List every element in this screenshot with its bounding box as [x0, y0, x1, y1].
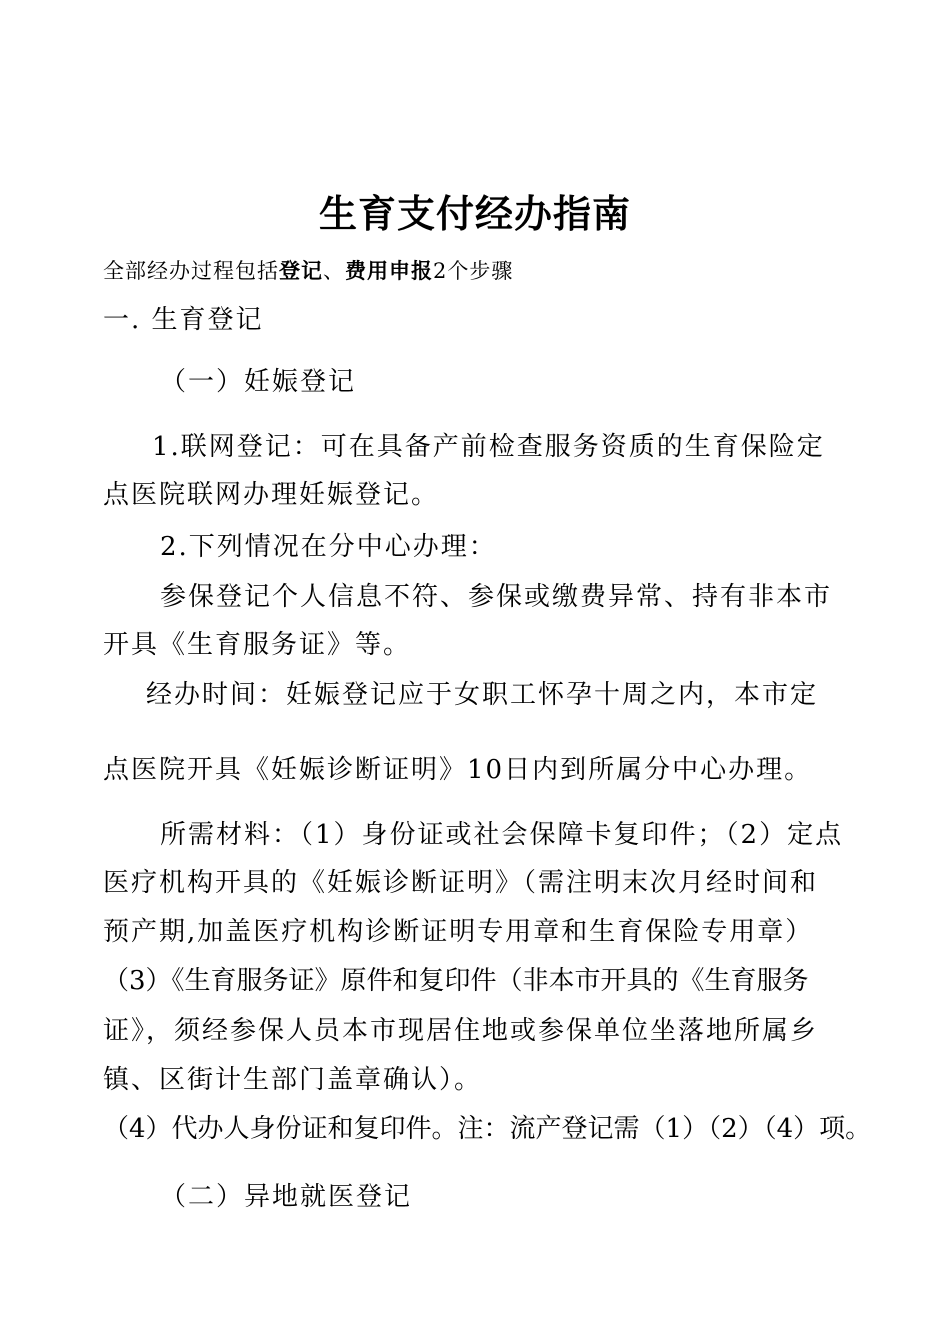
paragraph-online-registration-line2: 点医院联网办理妊娠登记。 — [103, 480, 440, 510]
paragraph-center-cases-heading: 2.下列情况在分中心办理： — [160, 532, 497, 562]
paragraph-processing-time-line1: 经办时间：妊娠登记应于女职工怀孕十周之内，本市定 — [146, 680, 819, 710]
intro-line — [103, 254, 513, 288]
intro-suffix: 2个步骤 — [433, 259, 514, 283]
paragraph-materials-line5: 证》，须经参保人员本市现居住地或参保单位坐落地所属乡 — [103, 1016, 819, 1046]
paragraph-materials-line3: 预产期,加盖医疗机构诊断证明专用章和生育保险专用章） — [103, 917, 814, 947]
paragraph-online-registration-line1: 1.联网登记：可在具备产前检查服务资质的生育保险定 — [152, 432, 825, 462]
intro-separator: 、 — [323, 259, 345, 283]
paragraph-materials-line4: （3）《生育服务证》原件和复印件（非本市开具的《生育服务 — [103, 966, 809, 996]
paragraph-materials-line1: 所需材料：（1）身份证或社会保障卡复印件；（2）定点 — [160, 820, 844, 850]
paragraph-materials-line2: 医疗机构开具的《妊娠诊断证明》（需注明末次月经时间和 — [103, 868, 819, 898]
paragraph-cases-line1: 参保登记个人信息不符、参保或缴费异常、持有非本市 — [160, 582, 833, 612]
page-title: 生育支付经办指南 — [318, 192, 631, 236]
subsection-heading-offsite-medical-registration: （二）异地就医登记 — [160, 1182, 413, 1212]
paragraph-materials-line6: 镇、区街计生部门盖章确认）。 — [103, 1065, 483, 1095]
section-heading-birth-registration: 一. 生育登记 — [103, 305, 264, 335]
intro-step-expense-report: 费用申报 — [345, 258, 433, 283]
subsection-heading-pregnancy-registration: （一）妊娠登记 — [160, 367, 357, 397]
intro-step-registration: 登记 — [279, 258, 323, 283]
paragraph-cases-line2: 开具《生育服务证》等。 — [103, 630, 412, 660]
intro-prefix: 全部经办过程包括 — [103, 259, 279, 283]
paragraph-processing-time-line2: 点医院开具《妊娠诊断证明》10日内到所属分中心办理。 — [103, 755, 813, 785]
paragraph-materials-line7: （4）代办人身份证和复印件。注：流产登记需（1）（2）（4）项。 — [103, 1114, 872, 1144]
